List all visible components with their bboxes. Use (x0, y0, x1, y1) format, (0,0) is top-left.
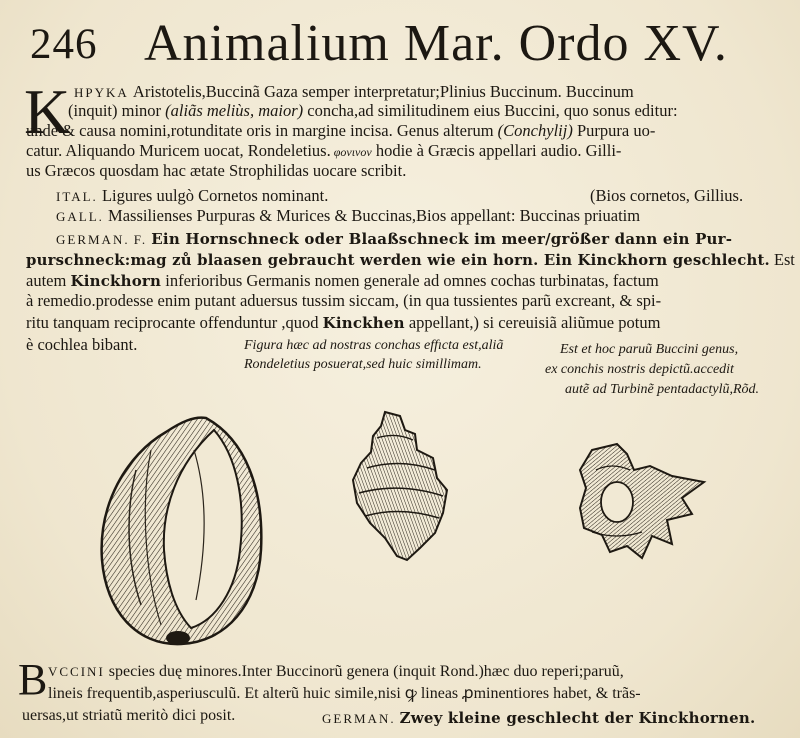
german-entry-line-4: à remedio.prodesse enim putant aduersus tussim siccam, (in qua tussientes parũ excreant, & spi- (26, 291, 662, 310)
caption-right-line-2: ex conchis nostris depictũ.accedit (545, 362, 734, 377)
german-entry-line-5: ritu tanquam reciprocante offenduntur ,quod Kinckhen appellant,) si cereuisiã aliũmue potum (26, 313, 661, 332)
caption-middle-line-1: Figura hæc ad nostras conchas effıcta est,aliã (244, 338, 504, 353)
footer-line-3: uersas,ut striatũ meritò dici posit. (22, 707, 236, 724)
spired-murex-shell-icon (345, 408, 455, 563)
pentadactyl-turbo-shell-icon (572, 440, 712, 570)
drop-cap-k: K (24, 76, 71, 147)
german-entry-line-3: autem Kinckhorn inferioribus Germanis nomen generale ad omnes cochas turbinatas, factum (26, 271, 659, 290)
running-title: Animalium Mar. Ordo XV. (144, 15, 728, 72)
german-entry-line-1: GERMAN. F. Ein Hornschneck oder Blaaßschneck im meer/größer dann ein Pur- (56, 230, 733, 248)
caption-middle-line-2: Rondeletius posuerat,sed huic simillimam. (244, 357, 482, 372)
intro-line-3: unde & causa nomini,rotunditate oris in margine incisa. Genus alterum (Conchylij) Purpura uo- (26, 121, 656, 140)
gall-entry: GALL. Massilienses Purpuras & Murices & Buccinas,Bios appellant: Buccinas priuatim (56, 206, 641, 225)
intro-line-1: ΗΡΥΚΑ Aristotelis,Buccinã Gaza semper interpretatur;Plinius Buccinum. Buccinum (74, 82, 634, 101)
drop-cap-b: B (18, 655, 48, 704)
intro-line-5: us Græcos quosdam hac ætate Strophilidas uocare scribit. (26, 161, 407, 180)
ital-gillius-note: (Bios cornetos, Gillius. (590, 186, 744, 205)
ital-entry: ITAL. Ligures uulgò Cornetos nominant. (56, 186, 329, 205)
german-entry-line-6: è cochlea bibant. (26, 335, 138, 354)
intro-line-4: catur. Aliquando Muricem uocat, Rondeletius. φονινον hodie à Græcis appellari audio. Gilli- (26, 141, 622, 160)
footer-line-2: lineis frequentib,asperiusculũ. Et alterũ huic simile,nisi ꝙ lineas ꝓminentiores habet, & trãs- (48, 685, 641, 702)
footer-german-entry: GERMAN. Zwey kleine geschlecht der Kinckhornen. (322, 709, 756, 727)
caption-right-line-3: autẽ ad Turbinẽ pentadactylũ,Rõd. (565, 382, 760, 397)
footer-line-1: VCCINI species duę minores.Inter Buccinorũ genera (inquit Rond.)hæc duo reperi;paruũ, (48, 663, 624, 680)
large-buccinum-shell-icon (96, 410, 266, 650)
page-number: 246 (30, 21, 98, 68)
german-entry-line-2: purschneck:mag zů blaasen gebraucht werden wie ein horn. Ein Kinckhorn geschlecht. Est (26, 250, 795, 269)
page-header (30, 14, 790, 76)
caption-right-line-1: Est et hoc paruũ Buccini genus, (560, 342, 739, 357)
intro-line-2: (inquit) minor (aliãs meliùs, maior) concha,ad similitudinem eius Buccini, quo sonus editur: (68, 101, 678, 120)
